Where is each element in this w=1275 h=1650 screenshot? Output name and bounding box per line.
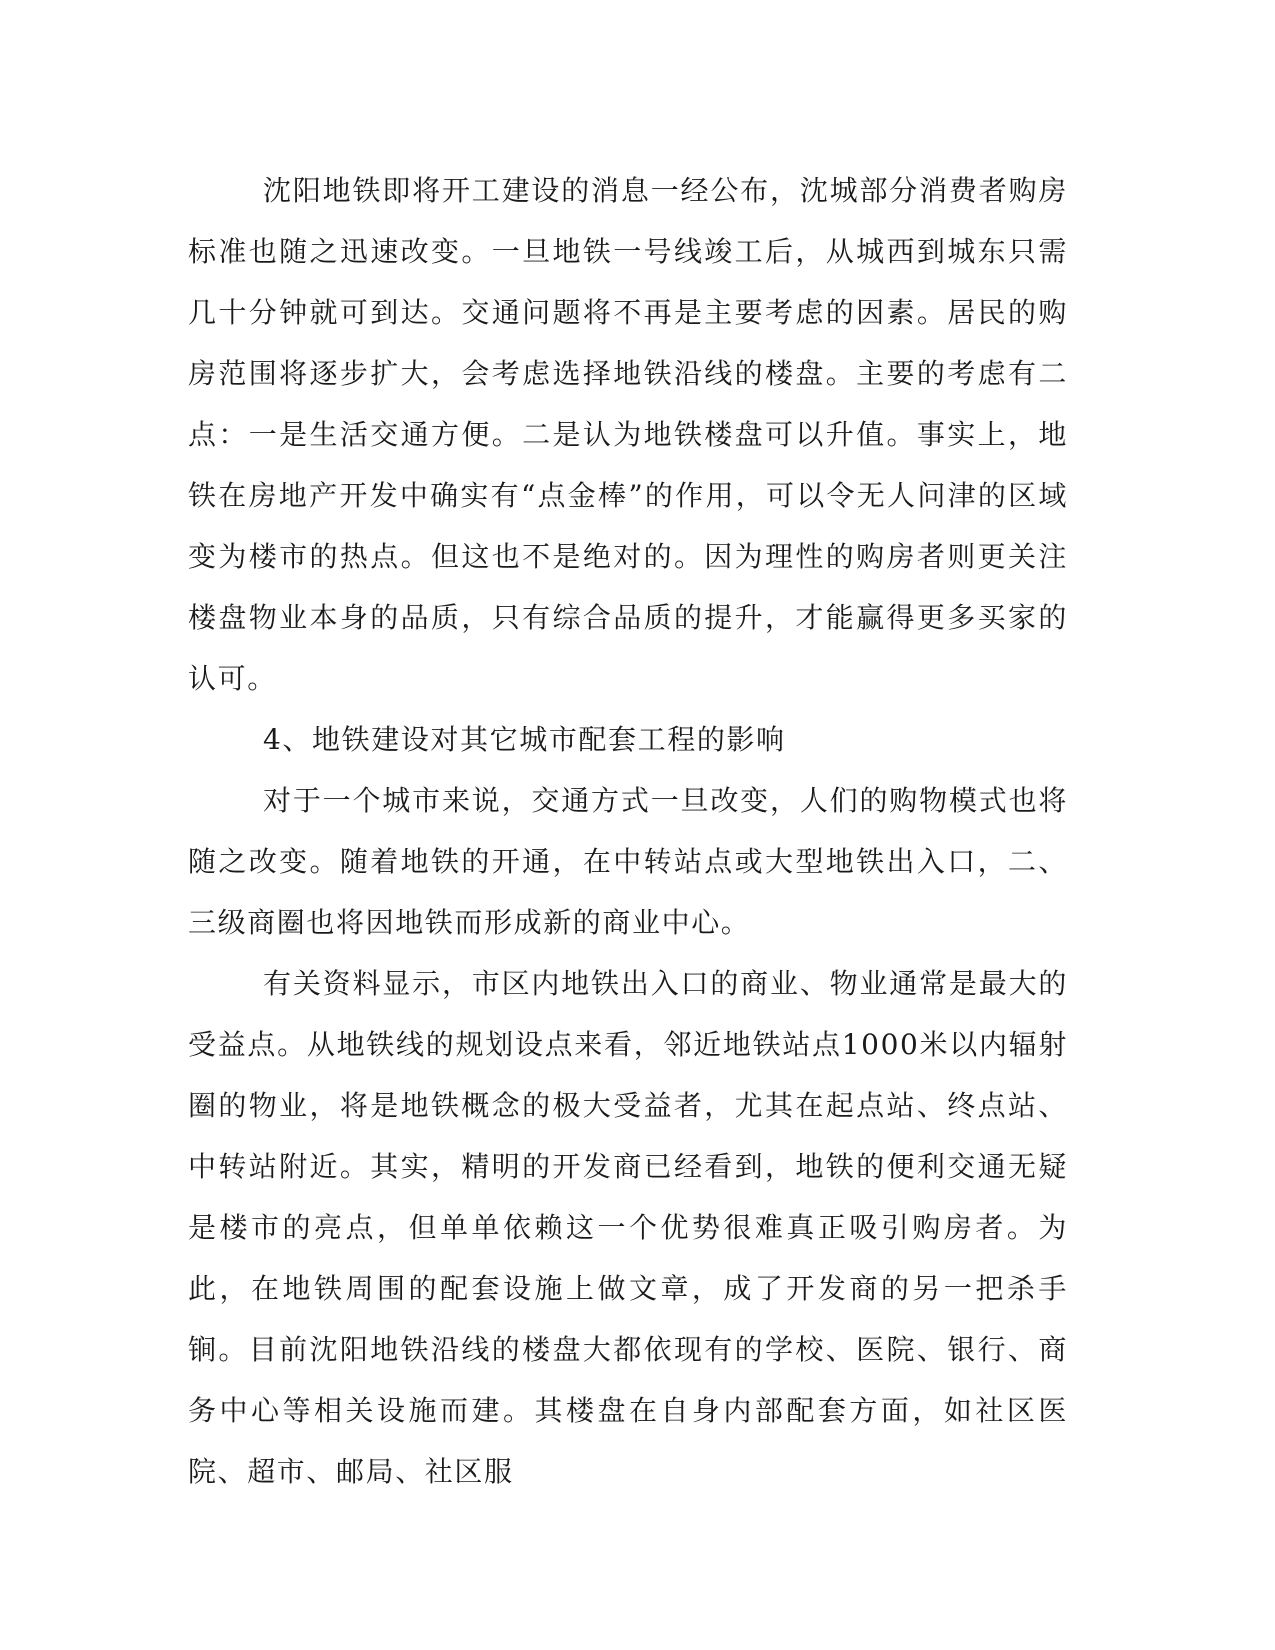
paragraph-subway-housing: 沈阳地铁即将开工建设的消息一经公布，沈城部分消费者购房标准也随之迅速改变。一旦地铁一号线竣工后，从城西到城东只需几十分钟就可到达。交通问题将不再是主要考虑的因素。居民的购房范围将逐步扩大，会考虑选择地铁沿线的楼盘。主要的考虑有二点：一是生活交通方便。二是认为地铁楼盘可以升值。事实上，地铁在房地产开发中确实有“点金棒”的作用，可以令无人问津的区域变为楼市的热点。但这也不是绝对的。因为理性的购房者则更关注楼盘物业本身的品质，只有综合品质的提升，才能赢得更多买家的认可。 [188, 174, 1068, 695]
paragraph-station-property: 有关资料显示，市区内地铁出入口的商业、物业通常是最大的受益点。从地铁线的规划设点来看，邻近地铁站点1000米以内辐射圈的物业，将是地铁概念的极大受益者，尤其在起点站、终点站、中转站附近。其实，精明的开发商已经看到，地铁的便利交通无疑是楼市的亮点，但单单依赖这一个优势很难真正吸引购房者。为此，在地铁周围的配套设施上做文章，成了开发商的另一把杀手锏。目前沈阳地铁沿线的楼盘大都依现有的学校、医院、银行、商务中心等相关设施而建。其楼盘在自身内部配套方面，如社区医院、超市、邮局、社区服 [188, 967, 1068, 1488]
document-body [188, 160, 1068, 1502]
paragraph-shopping-mode: 对于一个城市来说，交通方式一旦改变，人们的购物模式也将随之改变。随着地铁的开通，在中转站点或大型地铁出入口，二、三级商圈也将因地铁而形成新的商业中心。 [188, 784, 1068, 939]
section-heading-4: 4、地铁建设对其它城市配套工程的影响 [263, 723, 786, 756]
